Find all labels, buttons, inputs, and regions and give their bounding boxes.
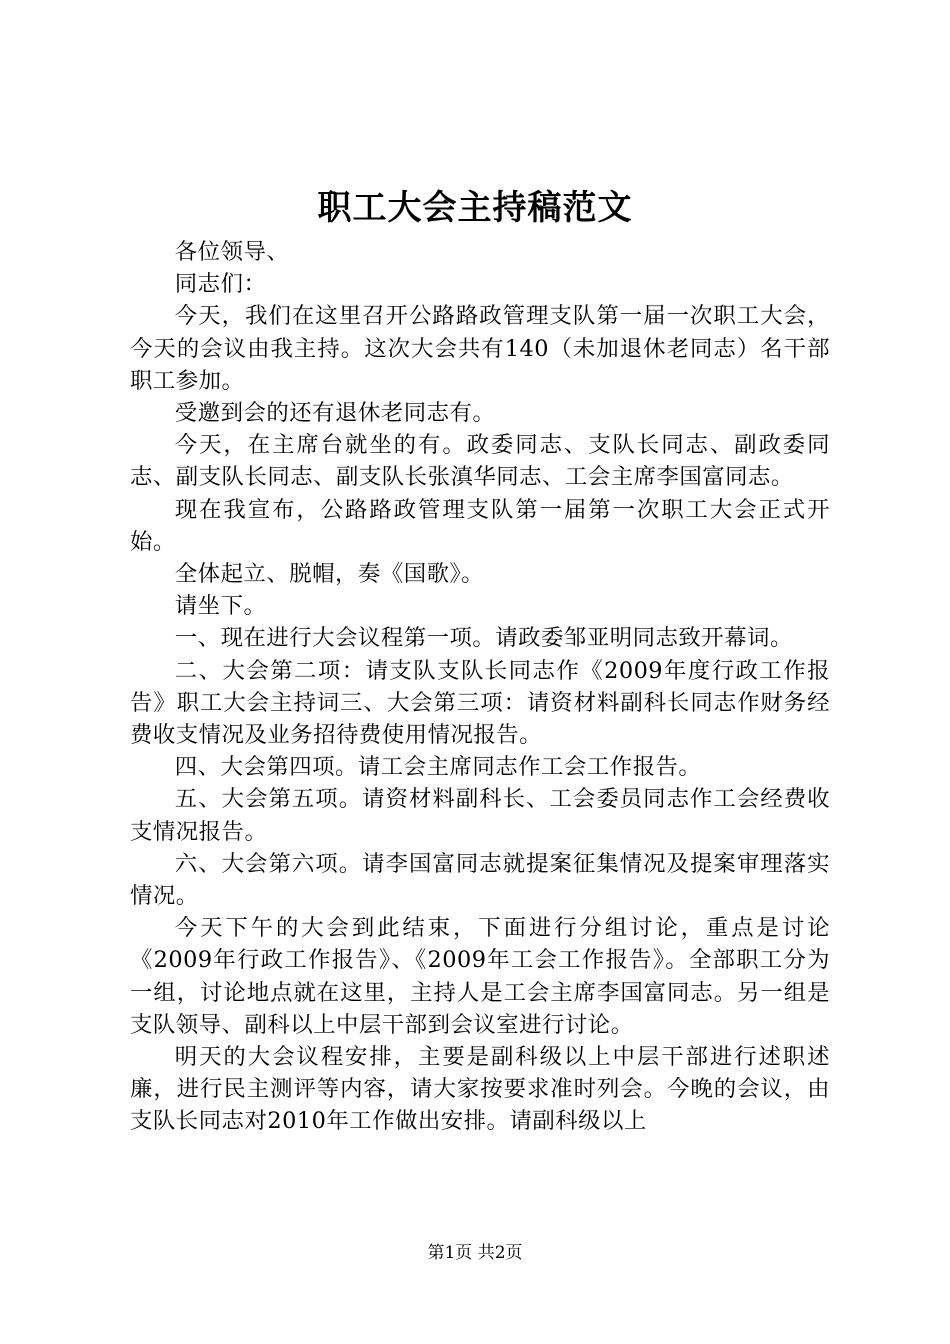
paragraph: 六、大会第六项。请李国富同志就提案征集情况及提案审理落实情况。 xyxy=(130,850,830,910)
paragraph: 一、现在进行大会议程第一项。请政委邹亚明同志致开幕词。 xyxy=(174,625,793,652)
paragraph: 四、大会第四项。请工会主席同志作工会工作报告。 xyxy=(174,754,702,781)
paragraph: 各位领导、 xyxy=(174,239,290,265)
paragraph: 现在我宣布，公路路政管理支队第一届第一次职工大会正式开始。 xyxy=(130,496,830,555)
paragraph: 今天，我们在这里召开公路路政管理支队第一届一次职工大会，今天的会议由我主持。这次大会共有140（未加退休老同志）名干部职工参加。 xyxy=(130,303,830,394)
page-footer: 第1页 共2页 xyxy=(427,1243,523,1263)
paragraph: 同志们： xyxy=(174,271,267,298)
paragraph: 明天的大会议程安排，主要是副科级以上中层干部进行述职述廉，进行民主测评等内容，请大家按要求准时列会。今晚的会议，由支队长同志对2010年工作做出安排。请副科级以上 xyxy=(130,1044,830,1135)
document-body xyxy=(130,236,830,1138)
paragraph: 五、大会第五项。请资材料副科长、工会委员同志作工会经费收支情况报告。 xyxy=(130,786,830,845)
document-title: 职工大会主持稿范文 xyxy=(317,188,633,228)
paragraph: 今天，在主席台就坐的有。政委同志、支队长同志、副政委同志、副支队长同志、副支队长张滇华同志、工会主席李国富同志。 xyxy=(130,432,830,491)
paragraph: 请坐下。 xyxy=(174,593,267,620)
paragraph: 全体起立、脱帽，奏《国歌》。 xyxy=(174,561,485,588)
paragraph: 二、大会第二项：请支队支队长同志作《2009年度行政工作报告》职工大会主持词三、大会第三项：请资材料副科长同志作财务经费收支情况及业务招待费使用情况报告。 xyxy=(130,657,830,749)
paragraph: 今天下午的大会到此结束，下面进行分组讨论，重点是讨论《2009年行政工作报告》、《2009年工会工作报告》。全部职工分为一组，讨论地点就在这里，主持人是工会主席李国富同志。另一组是支队领导、副科以上中层干部到会议室进行讨论。 xyxy=(130,915,830,1038)
paragraph: 受邀到会的还有退休老同志有。 xyxy=(174,400,496,427)
